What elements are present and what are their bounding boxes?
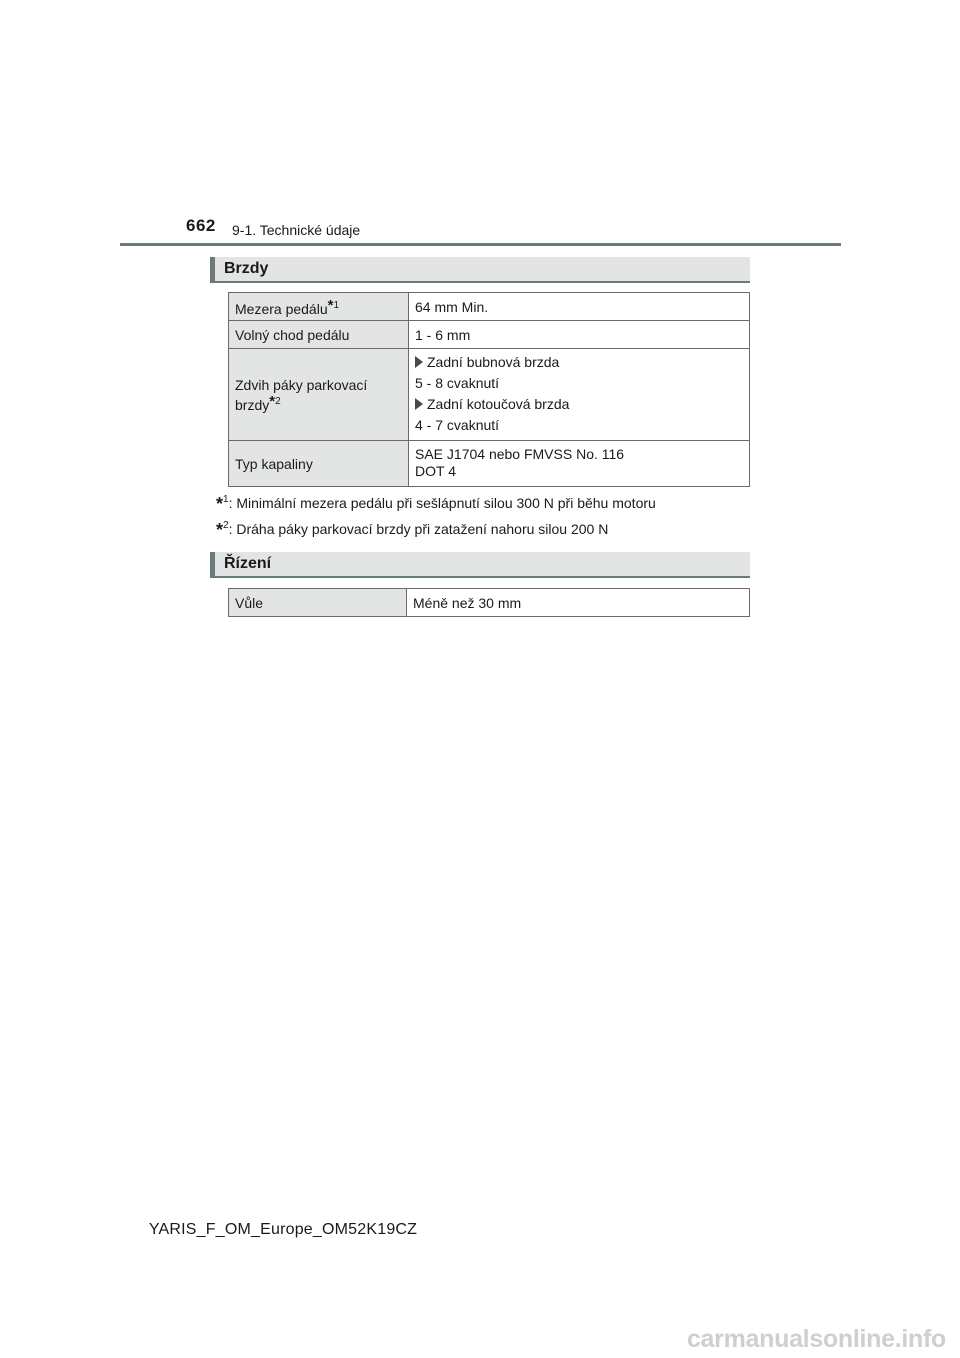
footnote-text: : Minimální mezera pedálu při sešlápnutí silou 300 N při běhu motoru xyxy=(228,495,656,511)
spec-value: SAE J1704 nebo FMVSS No. 116 xyxy=(415,446,625,462)
spec-label: Mezera pedálu xyxy=(235,300,328,317)
spec-label: Zdvih páky parkovací brzdy xyxy=(235,376,368,413)
footnote-ref: 1 xyxy=(333,299,340,311)
section-title: 9-1. Technické údaje xyxy=(232,222,361,238)
spec-value-cell xyxy=(409,293,750,321)
brakes-spec-table xyxy=(228,292,750,487)
steering-section-title: Řízení xyxy=(224,555,272,572)
spec-label-cell xyxy=(229,293,409,321)
spec-label-cell xyxy=(229,349,409,441)
spec-label: Typ kapaliny xyxy=(235,455,313,472)
triangle-bullet-icon xyxy=(415,356,423,368)
asterisk-icon: * xyxy=(216,494,224,514)
table-row xyxy=(229,589,750,617)
asterisk-icon: * xyxy=(216,520,224,540)
variant-heading: Zadní bubnová brzda xyxy=(427,354,560,370)
footnote-ref: 1 xyxy=(223,494,229,505)
footnote-ref: 2 xyxy=(275,395,281,407)
table-row xyxy=(229,441,750,487)
table-row xyxy=(229,293,750,321)
header-divider xyxy=(120,243,841,246)
spec-value-cell xyxy=(409,321,750,349)
footnote-1 xyxy=(216,494,656,515)
triangle-bullet-icon xyxy=(415,398,423,410)
list-item xyxy=(415,396,743,413)
spec-label-cell xyxy=(229,589,407,617)
table-row xyxy=(229,321,750,349)
spec-label-cell xyxy=(229,441,409,487)
spec-value: 1 - 6 mm xyxy=(415,326,471,343)
page-number: 662 xyxy=(186,216,216,235)
spec-value-cell xyxy=(407,589,750,617)
variant-value: 4 - 7 cvaknutí xyxy=(415,417,500,433)
variant-value: 5 - 8 cvaknutí xyxy=(415,375,500,391)
steering-section-heading xyxy=(210,552,750,578)
footnote-2 xyxy=(216,520,608,541)
spec-label: Vůle xyxy=(235,594,264,611)
list-item xyxy=(415,354,743,371)
table-row xyxy=(229,349,750,441)
spec-value: DOT 4 xyxy=(415,463,456,479)
asterisk-icon: * xyxy=(327,296,334,314)
spec-label-cell xyxy=(229,321,409,349)
footnote-ref: 2 xyxy=(223,520,229,531)
spec-value: Méně než 30 mm xyxy=(413,594,522,611)
document-id: YARIS_F_OM_Europe_OM52K19CZ xyxy=(148,1221,418,1238)
brakes-section-heading xyxy=(210,257,750,283)
asterisk-icon: * xyxy=(269,392,276,410)
watermark-logo: carmanualsonline.info xyxy=(686,1325,946,1353)
spec-value: 64 mm Min. xyxy=(415,298,489,315)
spec-label: Volný chod pedálu xyxy=(235,326,350,343)
spec-value-cell xyxy=(409,349,750,441)
footnote-text: : Dráha páky parkovací brzdy při zatažení nahoru silou 200 N xyxy=(228,521,609,537)
brakes-section-title: Brzdy xyxy=(224,260,269,277)
spec-value-cell xyxy=(409,441,750,487)
steering-spec-table xyxy=(228,588,750,617)
variant-heading: Zadní kotoučová brzda xyxy=(427,396,570,412)
